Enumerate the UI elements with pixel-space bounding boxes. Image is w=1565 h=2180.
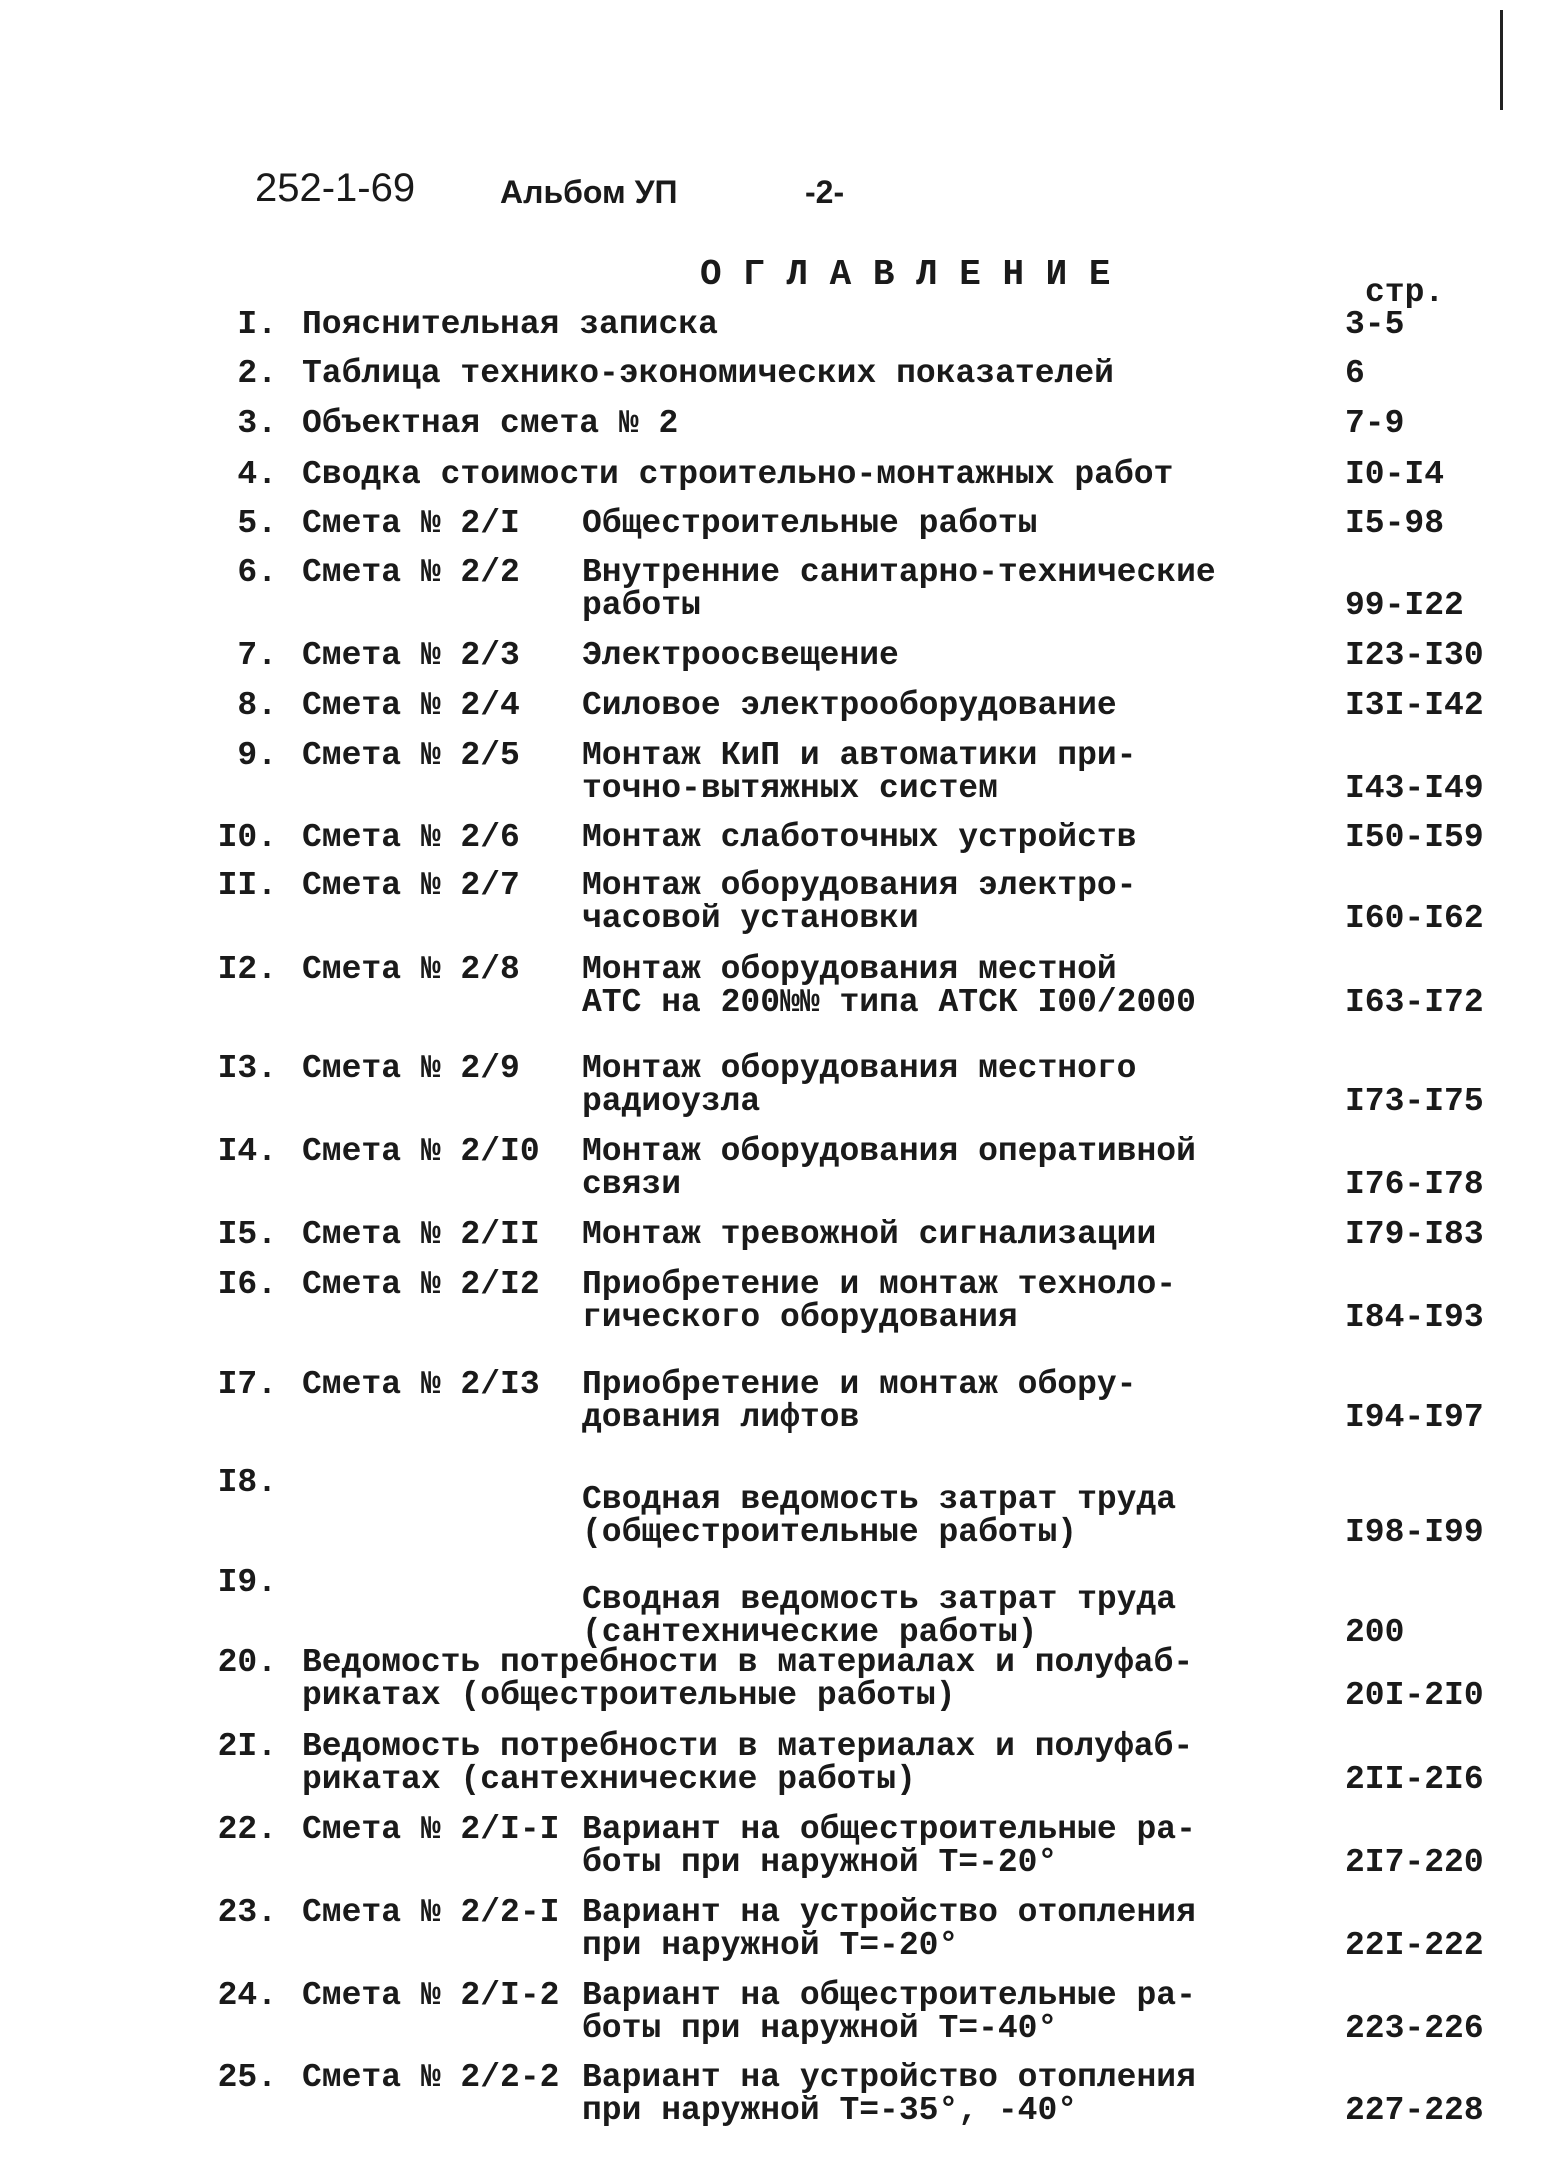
toc-item-description: Пояснительная записка bbox=[302, 306, 718, 343]
toc-item-description: Вариант на устройство отопления bbox=[582, 2059, 1196, 2096]
toc-item-smeta: Смета № 2/2-2 bbox=[302, 2059, 560, 2096]
document-code: 252-1-69 bbox=[255, 166, 416, 210]
toc-item-description: боты при наружной Т=-40° bbox=[582, 2010, 1058, 2047]
toc-item-number: 8. bbox=[237, 687, 277, 724]
toc-item-description: Внутренние санитарно-технические bbox=[582, 554, 1216, 591]
toc-item-description: при наружной Т=-35°, -40° bbox=[582, 2092, 1078, 2129]
toc-item-smeta: Смета № 2/7 bbox=[302, 867, 520, 904]
toc-item-smeta: Смета № 2/4 bbox=[302, 687, 520, 724]
toc-item-number: 4. bbox=[237, 456, 277, 493]
toc-item-number: 22. bbox=[217, 1811, 277, 1848]
toc-item-description: точно-вытяжных систем bbox=[582, 770, 998, 807]
toc-item-number: 24. bbox=[217, 1977, 277, 2014]
toc-item-description: Электроосвещение bbox=[582, 637, 899, 674]
toc-item-description: связи bbox=[582, 1166, 682, 1203]
toc-item-number: 7. bbox=[237, 637, 277, 674]
toc-item-smeta: Смета № 2/I2 bbox=[302, 1266, 540, 1303]
toc-item-smeta: Смета № 2/9 bbox=[302, 1050, 520, 1087]
toc-item-description: Вариант на устройство отопления bbox=[582, 1894, 1196, 1931]
toc-item-description: Монтаж КиП и автоматики при- bbox=[582, 737, 1137, 774]
toc-item-pages: I63-I72 bbox=[1345, 984, 1484, 1021]
toc-item-description: Сводная ведомость затрат труда bbox=[582, 1481, 1177, 1518]
toc-item-smeta: Смета № 2/I3 bbox=[302, 1366, 540, 1403]
toc-item-number: II. bbox=[217, 867, 277, 904]
toc-item-description: Монтаж тревожной сигнализации bbox=[582, 1216, 1157, 1253]
toc-item-number: I3. bbox=[217, 1050, 277, 1087]
toc-item-pages: 227-228 bbox=[1345, 2092, 1484, 2129]
toc-item-description: дования лифтов bbox=[582, 1399, 860, 1436]
toc-item-description: Монтаж оборудования местного bbox=[582, 1050, 1137, 1087]
toc-item-description: рикатах (сантехнические работы) bbox=[302, 1761, 916, 1798]
toc-item-pages: 223-226 bbox=[1345, 2010, 1484, 2047]
toc-item-number: 23. bbox=[217, 1894, 277, 1931]
toc-item-number: 5. bbox=[237, 505, 277, 542]
toc-item-smeta: Смета № 2/I-2 bbox=[302, 1977, 560, 2014]
page-number: -2- bbox=[805, 174, 845, 210]
toc-item-pages: I76-I78 bbox=[1345, 1166, 1484, 1203]
toc-item-smeta: Смета № 2/2-I bbox=[302, 1894, 560, 1931]
toc-item-description: Вариант на общестроительные ра- bbox=[582, 1977, 1196, 2014]
toc-item-pages: I0-I4 bbox=[1345, 456, 1445, 493]
toc-item-description: (сантехнические работы) bbox=[582, 1614, 1038, 1651]
toc-item-description: боты при наружной Т=-20° bbox=[582, 1844, 1058, 1881]
toc-item-pages: I94-I97 bbox=[1345, 1399, 1484, 1436]
toc-item-pages: 20I-2I0 bbox=[1345, 1677, 1484, 1714]
toc-item-description: Таблица технико-экономических показателей bbox=[302, 355, 1114, 392]
album-label: Альбом УП bbox=[500, 174, 678, 210]
toc-item-smeta: Смета № 2/2 bbox=[302, 554, 520, 591]
toc-item-description: работы bbox=[582, 587, 701, 624]
toc-item-description: рикатах (общестроительные работы) bbox=[302, 1677, 956, 1714]
toc-item-pages: I60-I62 bbox=[1345, 900, 1484, 937]
toc-item-description: Ведомость потребности в материалах и полуфаб- bbox=[302, 1728, 1194, 1765]
toc-item-description: гического оборудования bbox=[582, 1299, 1018, 1336]
toc-item-description: (общестроительные работы) bbox=[582, 1514, 1078, 1551]
toc-item-pages: I84-I93 bbox=[1345, 1299, 1484, 1336]
toc-item-description: Вариант на общестроительные ра- bbox=[582, 1811, 1196, 1848]
toc-item-number: 2. bbox=[237, 355, 277, 392]
toc-item-description: Сводка стоимости строительно-монтажных работ bbox=[302, 456, 1174, 493]
toc-item-number: I6. bbox=[217, 1266, 277, 1303]
toc-item-description: АТС на 200№№ типа АТСК I00/2000 bbox=[582, 984, 1196, 1021]
toc-item-pages: 2I7-220 bbox=[1345, 1844, 1484, 1881]
toc-item-number: 25. bbox=[217, 2059, 277, 2096]
toc-item-description: Сводная ведомость затрат труда bbox=[582, 1581, 1177, 1618]
toc-item-number: I7. bbox=[217, 1366, 277, 1403]
toc-item-smeta: Смета № 2/8 bbox=[302, 951, 520, 988]
toc-item-smeta: Смета № 2/5 bbox=[302, 737, 520, 774]
toc-item-pages: I5-98 bbox=[1345, 505, 1445, 542]
toc-item-description: Приобретение и монтаж обору- bbox=[582, 1366, 1137, 1403]
toc-item-number: 3. bbox=[237, 405, 277, 442]
toc-item-number: I. bbox=[237, 306, 277, 343]
pages-column-label: стр. bbox=[1365, 274, 1445, 311]
toc-item-description: Монтаж оборудования электро- bbox=[582, 867, 1137, 904]
toc-item-pages: I43-I49 bbox=[1345, 770, 1484, 807]
margin-mark bbox=[1500, 10, 1503, 110]
toc-item-smeta: Смета № 2/II bbox=[302, 1216, 540, 1253]
page-title: О Г Л А В Л Е Н И Е bbox=[700, 254, 1111, 295]
toc-item-pages: 99-I22 bbox=[1345, 587, 1464, 624]
toc-item-pages: 22I-222 bbox=[1345, 1927, 1484, 1964]
toc-item-number: I2. bbox=[217, 951, 277, 988]
toc-item-description: Приобретение и монтаж техноло- bbox=[582, 1266, 1177, 1303]
toc-item-pages: 2II-2I6 bbox=[1345, 1761, 1484, 1798]
toc-item-smeta: Смета № 2/3 bbox=[302, 637, 520, 674]
toc-item-pages: 3-5 bbox=[1345, 306, 1405, 343]
toc-item-smeta: Смета № 2/6 bbox=[302, 819, 520, 856]
toc-item-number: I5. bbox=[217, 1216, 277, 1253]
toc-item-description: Объектная смета № 2 bbox=[302, 405, 679, 442]
toc-item-description: Ведомость потребности в материалах и полуфаб- bbox=[302, 1644, 1194, 1681]
toc-item-smeta: Смета № 2/I0 bbox=[302, 1133, 540, 1170]
toc-item-smeta: Смета № 2/I-I bbox=[302, 1811, 560, 1848]
toc-item-description: Общестроительные работы bbox=[582, 505, 1038, 542]
toc-item-number: 20. bbox=[217, 1644, 277, 1681]
toc-item-pages: I98-I99 bbox=[1345, 1514, 1484, 1551]
toc-item-description: часовой установки bbox=[582, 900, 919, 937]
toc-item-number: 2I. bbox=[217, 1728, 277, 1765]
toc-item-description: радиоузла bbox=[582, 1083, 761, 1120]
toc-item-description: Силовое электрооборудование bbox=[582, 687, 1117, 724]
toc-item-description: Монтаж оборудования оперативной bbox=[582, 1133, 1196, 1170]
toc-item-pages: I79-I83 bbox=[1345, 1216, 1484, 1253]
toc-item-number: 9. bbox=[237, 737, 277, 774]
toc-item-number: 6. bbox=[237, 554, 277, 591]
toc-item-number: I4. bbox=[217, 1133, 277, 1170]
toc-item-number: I0. bbox=[217, 819, 277, 856]
toc-item-smeta: Смета № 2/I bbox=[302, 505, 520, 542]
toc-item-pages: I73-I75 bbox=[1345, 1083, 1484, 1120]
toc-item-number: I9. bbox=[217, 1564, 277, 1601]
toc-item-description: при наружной Т=-20° bbox=[582, 1927, 959, 1964]
toc-item-pages: 6 bbox=[1345, 355, 1365, 392]
toc-item-description: Монтаж оборудования местной bbox=[582, 951, 1117, 988]
toc-item-pages: I3I-I42 bbox=[1345, 687, 1484, 724]
toc-item-pages: 7-9 bbox=[1345, 405, 1405, 442]
toc-item-pages: 200 bbox=[1345, 1614, 1405, 1651]
toc-item-description: Монтаж слаботочных устройств bbox=[582, 819, 1137, 856]
toc-item-pages: I23-I30 bbox=[1345, 637, 1484, 674]
toc-item-pages: I50-I59 bbox=[1345, 819, 1484, 856]
toc-item-number: I8. bbox=[217, 1464, 277, 1501]
